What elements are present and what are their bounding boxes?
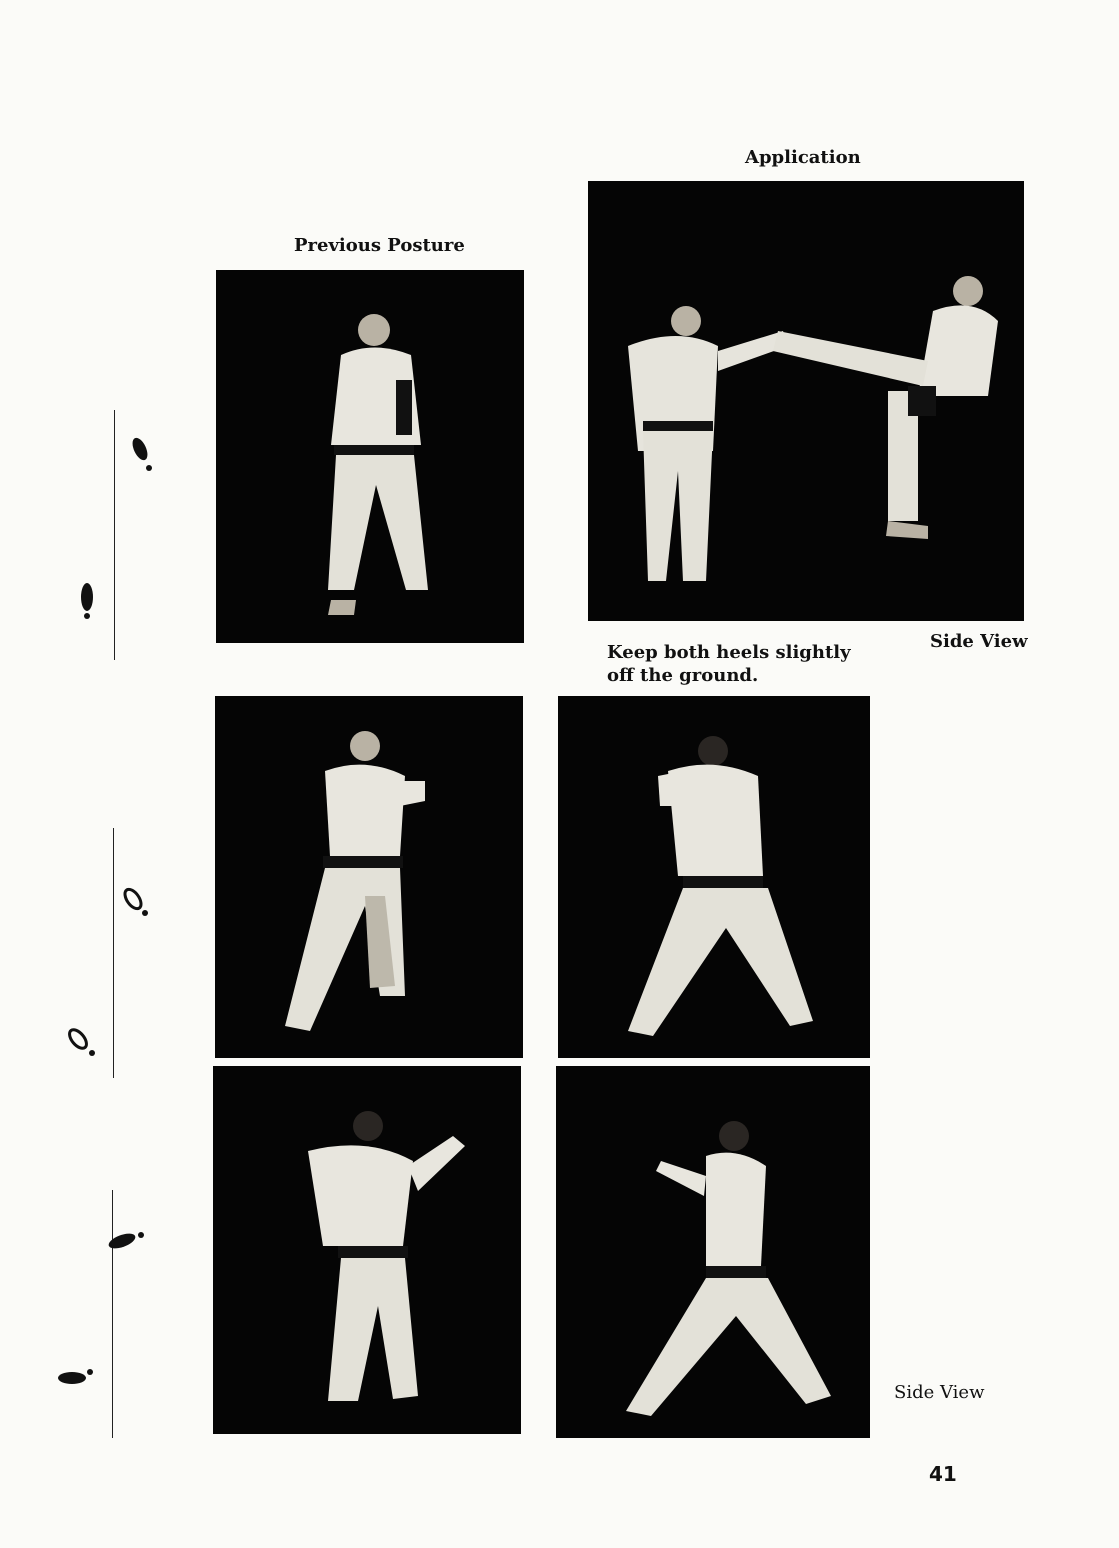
figures-kick-application <box>588 181 1024 621</box>
application-caption: Application <box>745 147 861 168</box>
footprint-icon <box>64 1025 100 1061</box>
side-view-caption-top: Side View <box>930 631 1028 652</box>
step-1-front-photo <box>215 696 523 1058</box>
foot-diagram-line-1 <box>114 410 115 660</box>
note-line-1: Keep both heels slightly <box>607 642 851 663</box>
figure-pushing-block <box>213 1066 521 1434</box>
step-2-side-photo <box>556 1066 870 1438</box>
step-1-side-photo <box>558 696 870 1058</box>
footprint-icon <box>76 580 98 622</box>
previous-posture-photo <box>216 270 524 643</box>
page-number: 41 <box>929 1462 957 1486</box>
figure-guard-stance <box>215 696 523 1058</box>
step-2-front-photo <box>213 1066 521 1434</box>
footprint-icon <box>105 1225 147 1253</box>
footprint-icon <box>130 435 156 475</box>
note-line-2: off the ground. <box>607 665 759 686</box>
figure-guard-stance-back <box>558 696 870 1058</box>
previous-posture-caption: Previous Posture <box>294 235 465 256</box>
foot-diagram-line-2 <box>113 828 114 1078</box>
side-view-caption-bottom: Side View <box>894 1382 985 1403</box>
figure-front-stance <box>216 270 524 643</box>
footprint-icon <box>56 1360 96 1388</box>
figure-pushing-block-side <box>556 1066 870 1438</box>
footprint-icon <box>120 885 152 921</box>
application-photo <box>588 181 1024 621</box>
